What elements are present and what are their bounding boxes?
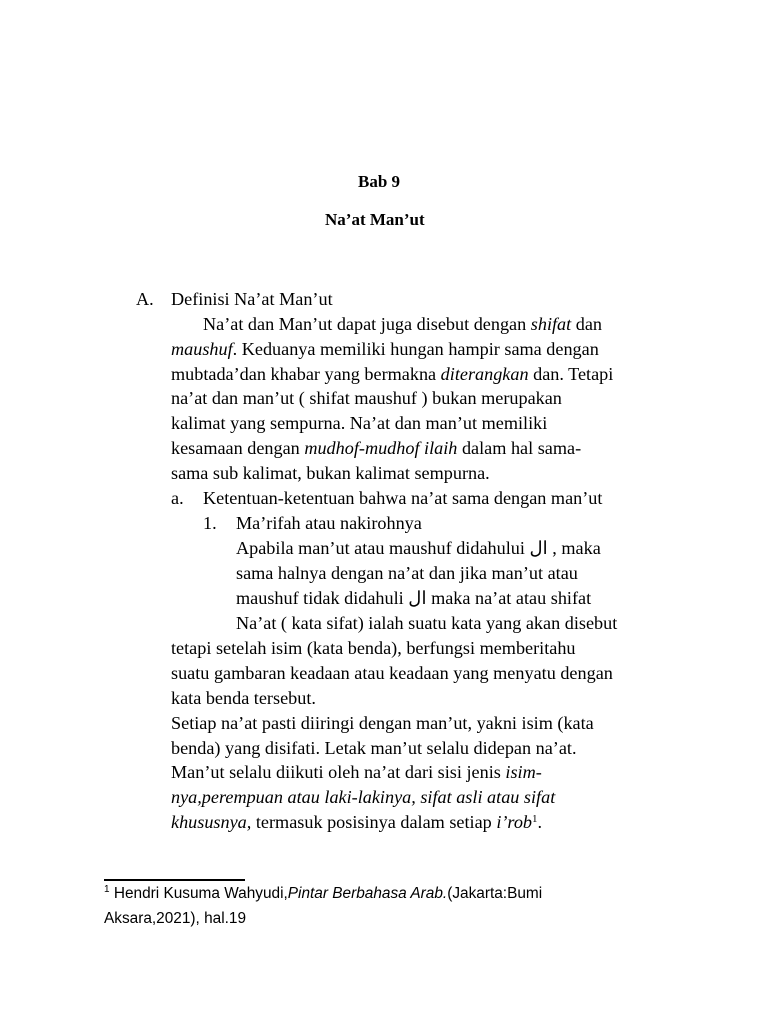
footnote-line-2	[104, 908, 246, 930]
footnote-separator	[104, 879, 245, 881]
paragraph-line-7	[171, 760, 542, 784]
subsection-label: a.	[171, 488, 184, 508]
text-run: na’at dan man’ut ( shifat maushuf ) bukan merupakan	[171, 388, 562, 409]
text-run: Setiap na’at pasti diiringi dengan man’ut, yakni isim (kata	[171, 712, 594, 733]
footnote-marker: 1	[104, 884, 110, 895]
rule-line-2	[236, 561, 578, 585]
body-line-1	[203, 312, 602, 336]
text-run: Na’at dan Man’ut dapat juga disebut dengan	[203, 314, 531, 334]
italic-text: mudhof-mudhof ilaih	[304, 437, 458, 458]
text-run: benda) yang disifati. Letak man’ut selalu didepan na’at.	[171, 737, 577, 758]
text-run: tetapi setelah isim (kata benda), berfungsi memberitahu	[171, 637, 576, 658]
text-run: termasuk posisinya dalam setiap	[251, 812, 497, 833]
text-run: kata benda tersebut.	[171, 687, 316, 708]
body-line-7	[171, 461, 490, 485]
rule-line-3	[236, 586, 591, 610]
footnote-marker: 1	[532, 813, 538, 826]
italic-text: maushuf	[171, 338, 233, 359]
text-run: maushuf tidak didahuli ال maka na’at atau shifat	[236, 588, 592, 608]
text-run: .	[537, 812, 543, 833]
body-line-3	[171, 362, 613, 386]
subsection-title: Ketentuan-ketentuan bahwa na’at sama dengan man’ut	[203, 488, 603, 508]
paragraph-line-9	[171, 810, 542, 834]
italic-text: nya,perempuan atau laki-lakinya, sifat asli atau sifat	[171, 787, 556, 808]
text-run: . Keduanya memiliki hungan hampir sama dengan	[232, 338, 599, 359]
paragraph-line-8	[171, 785, 555, 809]
text-run: Apabila man’ut atau maushuf didahului ال , maka	[236, 538, 601, 558]
italic-text: Pintar Berbahasa Arab.	[287, 885, 448, 902]
text-run: Na’at ( kata sifat) ialah suatu kata yang akan disebut	[236, 613, 618, 633]
body-line-5	[171, 411, 547, 435]
text-run: kesamaan dengan	[171, 437, 305, 458]
paragraph-line-2	[171, 636, 576, 660]
text-run: Man’ut selalu diikuti oleh na’at dari sisi jenis	[171, 762, 506, 783]
text-run: mubtada’dan khabar yang bermakna	[171, 363, 441, 384]
text-run: dan. Tetapi	[528, 363, 614, 384]
section-label: A.	[136, 289, 154, 309]
italic-text: diterangkan	[440, 363, 529, 384]
text-run: sama sub kalimat, bukan kalimat sempurna.	[171, 462, 490, 483]
paragraph-line-3	[171, 661, 613, 685]
paragraph-line-4	[171, 686, 316, 710]
body-line-6	[171, 436, 581, 460]
italic-text: shifat	[530, 314, 572, 334]
footnote-line-1	[104, 883, 542, 905]
rule-line-1	[236, 536, 601, 560]
text-run: suatu gambaran keadaan atau keadaan yang menyatu dengan	[171, 662, 613, 683]
body-line-4	[171, 386, 562, 410]
paragraph-line-6	[171, 736, 577, 760]
italic-text: i’rob	[496, 812, 533, 833]
text-run: dalam hal sama-	[457, 437, 582, 458]
text-run: dan	[571, 314, 603, 334]
paragraph-line-1	[236, 611, 617, 635]
chapter-number: Bab 9	[358, 172, 401, 191]
numbered-item-title: Ma’rifah atau nakirohnya	[236, 513, 422, 533]
italic-text: isim-	[505, 762, 542, 783]
chapter-title: Na’at Man’ut	[325, 210, 425, 229]
text-run: kalimat yang sempurna. Na’at dan man’ut memiliki	[171, 413, 548, 433]
italic-text: khususnya,	[171, 812, 252, 833]
text-run: Aksara,2021), hal.19	[104, 910, 247, 927]
text-run: sama halnya dengan na’at dan jika man’ut atau	[236, 563, 578, 583]
text-run: Hendri Kusuma Wahyudi,	[109, 885, 288, 902]
numbered-item-label: 1.	[203, 513, 217, 533]
text-run: (Jakarta:Bumi	[447, 885, 543, 902]
paragraph-line-5	[171, 711, 594, 735]
section-title: Definisi Na’at Man’ut	[171, 289, 333, 309]
body-line-2	[171, 337, 599, 361]
